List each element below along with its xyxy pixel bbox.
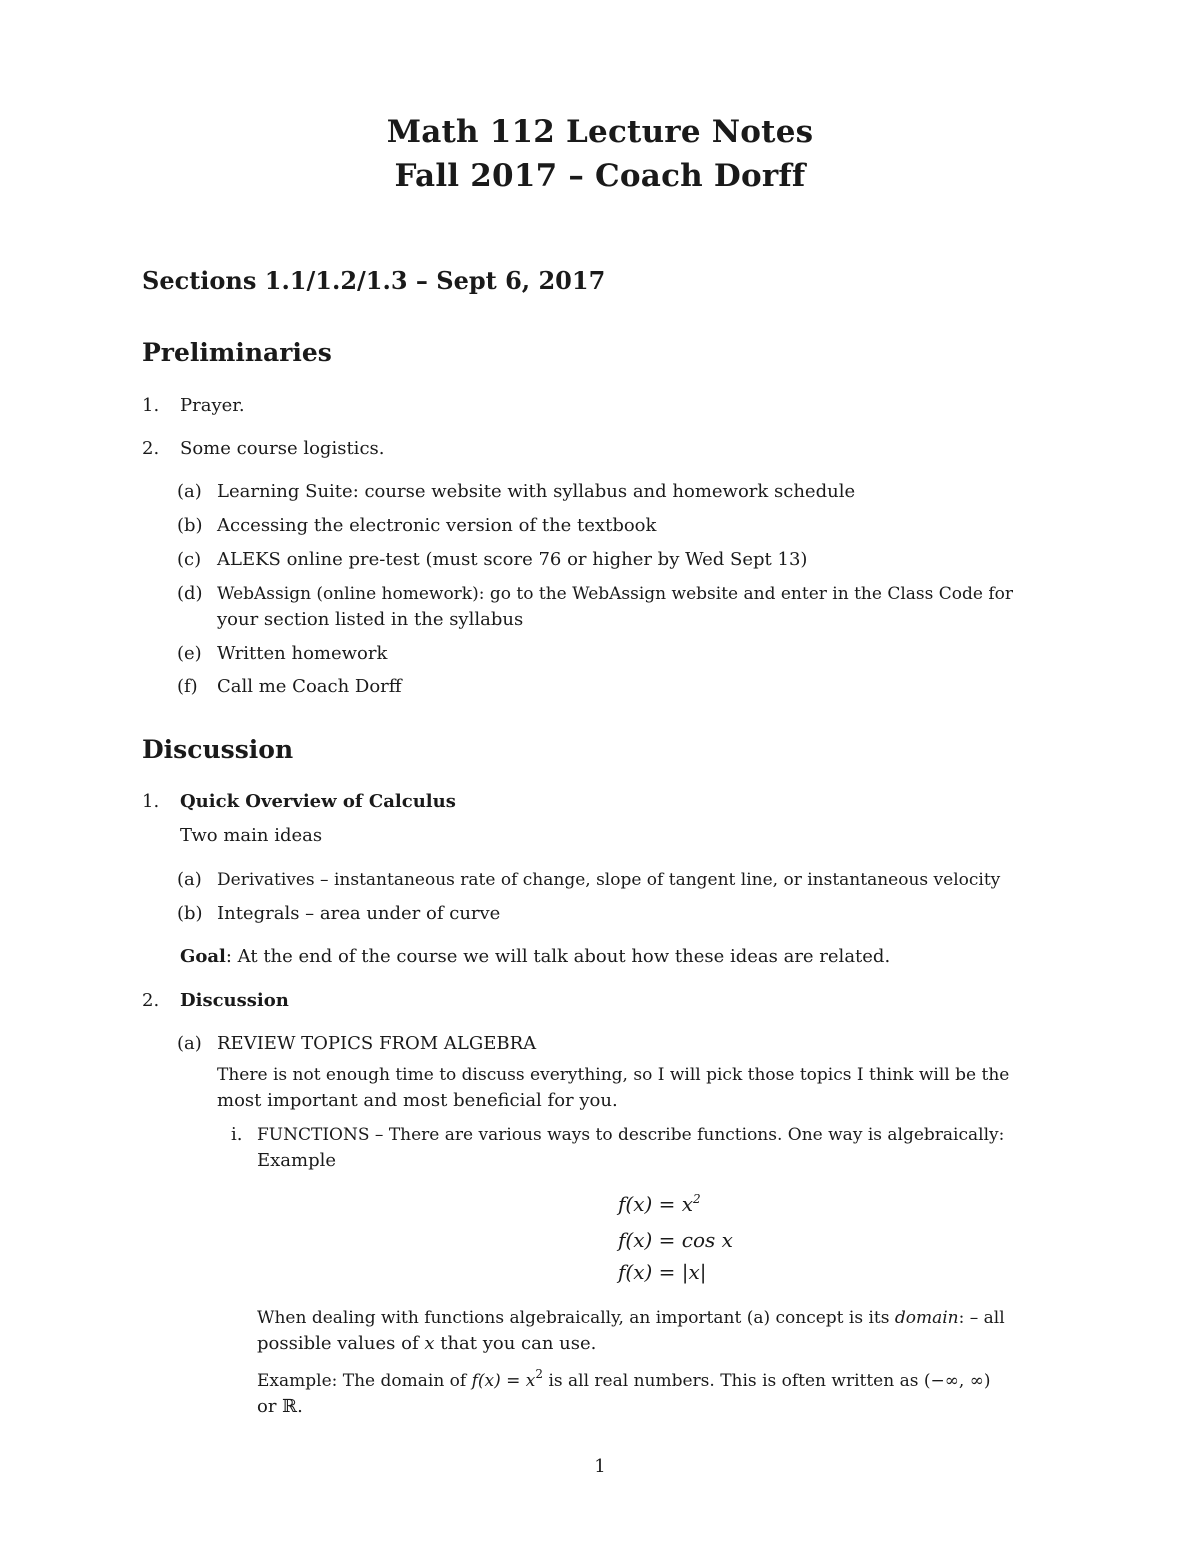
prelim-subitem-label: (d): [177, 583, 203, 604]
domain-term: domain: [894, 1308, 959, 1328]
roman-item-label: i.: [231, 1124, 243, 1145]
domain-text: When dealing with functions algebraically, an important (a) concept is its: [257, 1308, 895, 1328]
prelim-subitem-label: (a): [177, 481, 202, 502]
prelim-subitem-label: (f): [177, 676, 198, 697]
equation-exponent: 2: [693, 1192, 701, 1206]
roman-item-line: Example: [257, 1150, 337, 1171]
overview-subitem-label: (b): [177, 903, 203, 924]
prelim-subitem-label: (b): [177, 515, 203, 536]
discussion-heading: Discussion: [142, 735, 294, 764]
discussion-item-title: Discussion: [180, 990, 289, 1011]
equation-cosine: [618, 1228, 733, 1252]
review-paragraph-line: most important and most beneficial for you.: [217, 1090, 618, 1111]
prelim-item-number: 1.: [142, 395, 160, 416]
preliminaries-heading: Preliminaries: [142, 338, 332, 367]
domain-example-line: [257, 1367, 991, 1392]
discussion-item-number: 2.: [142, 990, 160, 1011]
domain-paragraph-line: [257, 1333, 596, 1355]
discussion-item-title: Quick Overview of Calculus: [180, 791, 456, 812]
goal-statement: [180, 946, 890, 968]
equation-rhs: |x|: [681, 1260, 707, 1284]
section-heading: Sections 1.1/1.2/1.3 – Sept 6, 2017: [142, 266, 606, 295]
goal-label: Goal: [180, 946, 226, 967]
prelim-subitem-label: (e): [177, 643, 202, 664]
domain-example-line: or ℝ.: [257, 1396, 303, 1417]
review-subitem-title: REVIEW TOPICS FROM ALGEBRA: [217, 1033, 537, 1054]
equation-lhs: f(x) =: [618, 1192, 676, 1216]
example-text: Example: The domain of: [257, 1371, 472, 1391]
example-text: is all real numbers. This is often written as (−∞, ∞): [543, 1371, 991, 1391]
example-function: f(x) = x: [471, 1371, 536, 1391]
prelim-subitem-text: Accessing the electronic version of the textbook: [217, 515, 657, 536]
discussion-item-intro: Two main ideas: [180, 825, 323, 846]
prelim-subitem-text: Written homework: [217, 643, 388, 664]
equation-absolute-value: [618, 1260, 707, 1284]
domain-text: possible values of: [257, 1333, 425, 1354]
overview-subitem-text: Integrals – area under of curve: [217, 903, 501, 924]
example-exponent: 2: [535, 1367, 544, 1381]
overview-subitem-label: (a): [177, 869, 202, 890]
prelim-subitem-text: Call me Coach Dorff: [217, 676, 402, 697]
domain-paragraph-line: [257, 1307, 1005, 1329]
prelim-subitem-label: (c): [177, 549, 202, 570]
equation-square: [618, 1192, 701, 1216]
prelim-item-number: 2.: [142, 438, 160, 459]
prelim-subitem-text: WebAssign (online homework): go to the WebAssign website and enter in the Class Code for: [217, 584, 1013, 604]
overview-subitem-text: Derivatives – instantaneous rate of change, slope of tangent line, or instantaneous velocity: [217, 870, 1001, 890]
document-title: Math 112 Lecture Notes: [386, 114, 814, 150]
prelim-subitem-continuation: your section listed in the syllabus: [217, 609, 524, 630]
review-paragraph-line: There is not enough time to discuss everything, so I will pick those topics I think will be the: [217, 1065, 1010, 1085]
goal-text: : At the end of the course we will talk about how these ideas are related.: [225, 946, 891, 967]
page-number: 1: [594, 1456, 606, 1477]
domain-text: that you can use.: [434, 1333, 597, 1354]
discussion-item-number: 1.: [142, 791, 160, 812]
roman-item-line: FUNCTIONS – There are various ways to describe functions. One way is algebraically:: [257, 1125, 1005, 1145]
prelim-item-text: Some course logistics.: [180, 438, 385, 459]
domain-text: : – all: [958, 1308, 1005, 1328]
prelim-subitem-text: ALEKS online pre-test (must score 76 or higher by Wed Sept 13): [217, 549, 808, 570]
equation-rhs: cos x: [681, 1228, 733, 1252]
prelim-item-text: Prayer.: [180, 395, 245, 416]
equation-lhs: f(x) =: [618, 1260, 676, 1284]
domain-variable: x: [424, 1333, 435, 1354]
document-subtitle: Fall 2017 – Coach Dorff: [394, 158, 806, 194]
review-subitem-label: (a): [177, 1033, 202, 1054]
equation-rhs: x: [681, 1192, 694, 1216]
equation-lhs: f(x) =: [618, 1228, 676, 1252]
prelim-subitem-text: Learning Suite: course website with syllabus and homework schedule: [217, 481, 856, 502]
